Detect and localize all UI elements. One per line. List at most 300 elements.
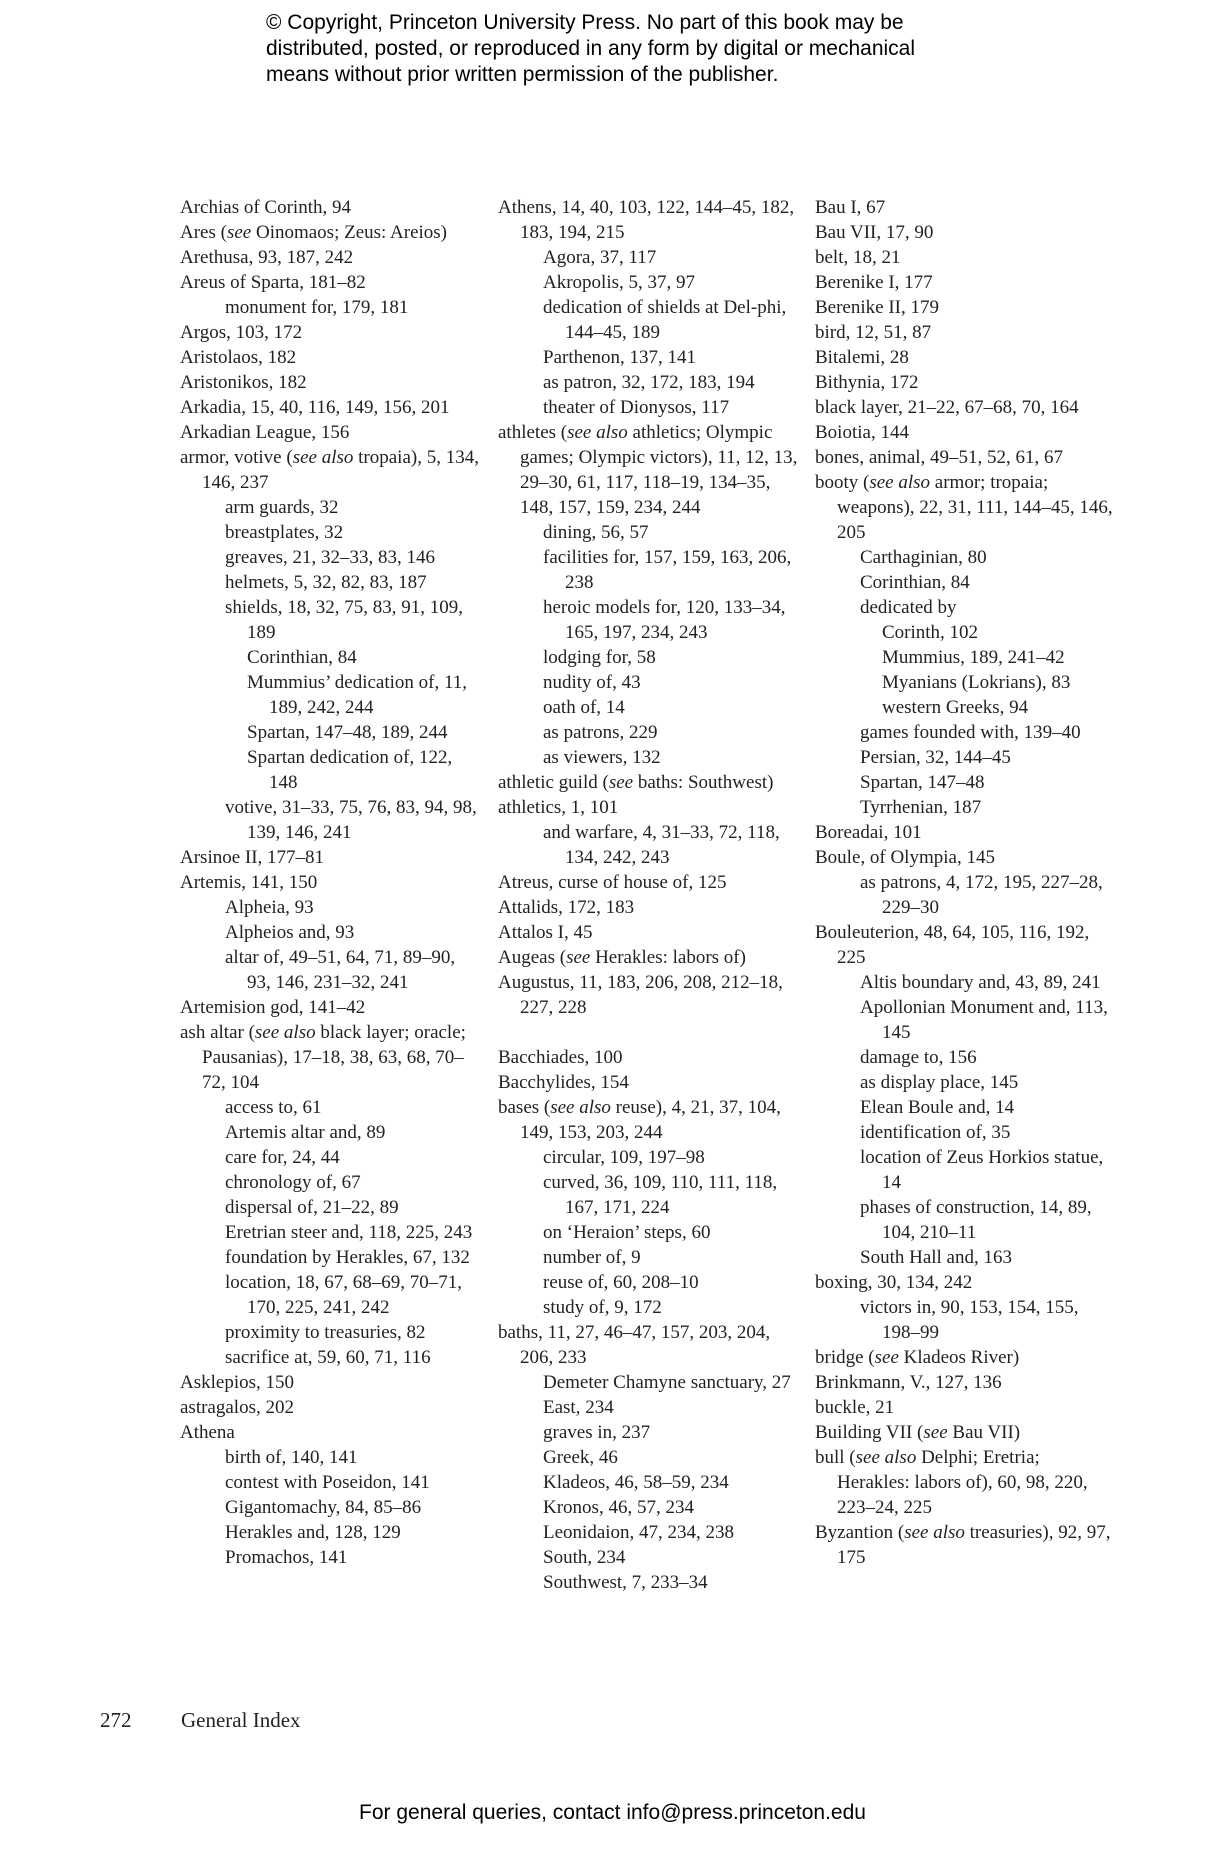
entry-text: Gigantomachy, 84, 85–86 bbox=[225, 1497, 422, 1518]
index-subentry bbox=[180, 295, 480, 320]
entry-text: Arkadia, 15, 40, 116, 149, 156, 201 bbox=[180, 397, 450, 418]
index-entry bbox=[815, 420, 1115, 445]
entry-text: foundation by Herakles, 67, 132 bbox=[225, 1247, 470, 1268]
index-subentry bbox=[498, 1520, 798, 1545]
index-subentry bbox=[498, 695, 798, 720]
entry-text: facilities for, 157, 159, 163, 206, 238 bbox=[543, 547, 792, 593]
entry-text: Parthenon, 137, 141 bbox=[543, 347, 697, 368]
index-subentry bbox=[180, 745, 480, 795]
entry-text: Corinthian, 84 bbox=[247, 647, 357, 668]
entry-text: breastplates, 32 bbox=[225, 522, 344, 543]
entry-text: Bau VII) bbox=[947, 1422, 1021, 1443]
index-subentry bbox=[180, 570, 480, 595]
index-entry bbox=[180, 245, 480, 270]
index-subentry bbox=[180, 1270, 480, 1320]
index-entry bbox=[180, 845, 480, 870]
entry-text: dining, 56, 57 bbox=[543, 522, 649, 543]
index-entry bbox=[180, 1370, 480, 1395]
entry-text: Oinomaos; Zeus: Areios) bbox=[251, 222, 447, 243]
entry-text: Eretrian steer and, 118, 225, 243 bbox=[225, 1222, 473, 1243]
index-subentry bbox=[815, 1120, 1115, 1145]
index-subentry bbox=[180, 1195, 480, 1220]
index-subentry bbox=[180, 595, 480, 645]
entry-text: altar of, 49–51, 64, 71, 89–90, 93, 146, 231–32, 241 bbox=[225, 947, 456, 993]
index-entry bbox=[498, 870, 798, 895]
index-entry bbox=[498, 770, 798, 795]
index-subentry bbox=[815, 1045, 1115, 1070]
index-subentry bbox=[498, 345, 798, 370]
index-entry bbox=[180, 320, 480, 345]
entry-text: Kladeos, 46, 58–59, 234 bbox=[543, 1472, 729, 1493]
entry-text: Bacchiades, 100 bbox=[498, 1047, 623, 1068]
index-subentry bbox=[180, 1245, 480, 1270]
cross-reference-label: see bbox=[566, 947, 591, 968]
index-subentry bbox=[498, 1495, 798, 1520]
entry-text: bones, animal, 49–51, 52, 61, 67 bbox=[815, 447, 1064, 468]
index-entry bbox=[815, 470, 1115, 545]
index-entry bbox=[180, 445, 480, 495]
index-subentry bbox=[180, 1545, 480, 1570]
entry-text: Berenike II, 179 bbox=[815, 297, 939, 318]
index-subentry bbox=[498, 645, 798, 670]
entry-text: belt, 18, 21 bbox=[815, 247, 901, 268]
index-subentry bbox=[815, 1295, 1115, 1345]
entry-text: lodging for, 58 bbox=[543, 647, 656, 668]
index-subentry bbox=[180, 645, 480, 670]
entry-text: Southwest, 7, 233–34 bbox=[543, 1572, 708, 1593]
cross-reference-label: see bbox=[923, 1422, 948, 1443]
letter-section-gap bbox=[498, 1020, 798, 1045]
entry-text: location of Zeus Horkios statue, 14 bbox=[860, 1147, 1104, 1193]
index-subentry bbox=[180, 1520, 480, 1545]
index-entry bbox=[498, 895, 798, 920]
entry-text: Boreadai, 101 bbox=[815, 822, 922, 843]
entry-text: Bouleuterion, 48, 64, 105, 116, 192, 225 bbox=[815, 922, 1090, 968]
entry-text: Kladeos River) bbox=[898, 1347, 1020, 1368]
copyright-line: distributed, posted, or reproduced in any form by digital or mechanical bbox=[266, 37, 916, 60]
index-subentry bbox=[498, 295, 798, 345]
index-subentry bbox=[815, 1245, 1115, 1270]
index-subentry bbox=[498, 820, 798, 870]
index-subentry bbox=[815, 1145, 1115, 1195]
index-entry bbox=[815, 320, 1115, 345]
index-subentry bbox=[498, 1270, 798, 1295]
entry-text: athletics; Olympic games; Olympic victors), 11, 12, 13, 29–30, 61, 117, 118–19, 134–35, 148, 157, 159, 234, 244 bbox=[520, 422, 798, 518]
entry-text: as patron, 32, 172, 183, 194 bbox=[543, 372, 755, 393]
entry-text: Athens, 14, 40, 103, 122, 144–45, 182, 183, 194, 215 bbox=[498, 197, 795, 243]
index-subentry bbox=[498, 270, 798, 295]
index-subentry bbox=[498, 245, 798, 270]
index-subentry bbox=[815, 595, 1115, 620]
entry-text: Berenike I, 177 bbox=[815, 272, 933, 293]
index-subentry bbox=[180, 1320, 480, 1345]
entry-text: Akropolis, 5, 37, 97 bbox=[543, 272, 695, 293]
entry-text: Altis boundary and, 43, 89, 241 bbox=[860, 972, 1101, 993]
index-entry bbox=[815, 1445, 1115, 1520]
entry-text: Corinthian, 84 bbox=[860, 572, 970, 593]
entry-text: identification of, 35 bbox=[860, 1122, 1011, 1143]
index-entry bbox=[498, 1045, 798, 1070]
entry-text: ash altar ( bbox=[180, 1022, 255, 1043]
copyright-line: © Copyright, Princeton University Press. No part of this book may be bbox=[266, 11, 904, 34]
index-entry bbox=[815, 245, 1115, 270]
entry-text: Brinkmann, V., 127, 136 bbox=[815, 1372, 1002, 1393]
entry-text: Building VII ( bbox=[815, 1422, 924, 1443]
entry-text: Bau I, 67 bbox=[815, 197, 886, 218]
index-entry bbox=[815, 920, 1115, 970]
index-entry bbox=[180, 370, 480, 395]
index-subentry bbox=[498, 1445, 798, 1470]
index-subentry bbox=[180, 1095, 480, 1120]
entry-text: Promachos, 141 bbox=[225, 1547, 348, 1568]
index-subentry bbox=[815, 870, 1115, 920]
entry-text: Carthaginian, 80 bbox=[860, 547, 987, 568]
entry-text: armor; tropaia; weapons), 22, 31, 111, 144–45, 146, 205 bbox=[837, 472, 1113, 543]
copyright-line: means without prior written permission of the publisher. bbox=[266, 63, 779, 86]
index-subentry bbox=[815, 1070, 1115, 1095]
entry-text: Elean Boule and, 14 bbox=[860, 1097, 1015, 1118]
entry-text: study of, 9, 172 bbox=[543, 1297, 662, 1318]
entry-text: reuse of, 60, 208–10 bbox=[543, 1272, 699, 1293]
entry-text: Atreus, curse of house of, 125 bbox=[498, 872, 727, 893]
index-subentry bbox=[815, 670, 1115, 695]
index-entry bbox=[498, 920, 798, 945]
index-subentry bbox=[180, 720, 480, 745]
cross-reference-label: see also bbox=[292, 447, 354, 468]
cross-reference-label: see bbox=[874, 1347, 899, 1368]
entry-text: tropaia), 5, 134, 146, 237 bbox=[202, 447, 479, 493]
entry-text: Ares ( bbox=[180, 222, 227, 243]
entry-text: Myanians (Lokrians), 83 bbox=[882, 672, 1071, 693]
index-entry bbox=[180, 195, 480, 220]
index-subentry bbox=[498, 1295, 798, 1320]
index-entry bbox=[180, 995, 480, 1020]
entry-text: circular, 109, 197–98 bbox=[543, 1147, 705, 1168]
entry-text: Asklepios, 150 bbox=[180, 1372, 294, 1393]
index-entry bbox=[815, 395, 1115, 420]
index-entry bbox=[815, 1420, 1115, 1445]
entry-text: Archias of Corinth, 94 bbox=[180, 197, 351, 218]
index-subentry bbox=[815, 1095, 1115, 1120]
index-entry bbox=[180, 870, 480, 895]
index-subentry bbox=[180, 1495, 480, 1520]
cross-reference-label: see also bbox=[855, 1447, 917, 1468]
index-subentry bbox=[498, 1570, 798, 1595]
index-subentry bbox=[180, 520, 480, 545]
entry-text: Herakles and, 128, 129 bbox=[225, 1522, 401, 1543]
entry-text: Boule, of Olympia, 145 bbox=[815, 847, 995, 868]
entry-text: and warfare, 4, 31–33, 72, 118, 134, 242, 243 bbox=[543, 822, 780, 868]
index-subentry bbox=[815, 720, 1115, 745]
entry-text: baths, 11, 27, 46–47, 157, 203, 204, 206, 233 bbox=[498, 1322, 771, 1368]
index-subentry bbox=[498, 395, 798, 420]
index-subentry bbox=[180, 1470, 480, 1495]
index-subentry bbox=[815, 1195, 1115, 1245]
index-column-2 bbox=[498, 195, 798, 1595]
entry-text: Arethusa, 93, 187, 242 bbox=[180, 247, 354, 268]
index-entry bbox=[498, 945, 798, 970]
entry-text: theater of Dionysos, 117 bbox=[543, 397, 730, 418]
index-subentry bbox=[815, 645, 1115, 670]
index-subentry bbox=[498, 1420, 798, 1445]
entry-text: buckle, 21 bbox=[815, 1397, 895, 1418]
entry-text: Artemision god, 141–42 bbox=[180, 997, 366, 1018]
index-subentry bbox=[815, 770, 1115, 795]
index-subentry bbox=[815, 570, 1115, 595]
entry-text: Boiotia, 144 bbox=[815, 422, 909, 443]
entry-text: astragalos, 202 bbox=[180, 1397, 294, 1418]
index-subentry bbox=[180, 670, 480, 720]
entry-text: votive, 31–33, 75, 76, 83, 94, 98, 139, 146, 241 bbox=[225, 797, 477, 843]
entry-text: helmets, 5, 32, 82, 83, 187 bbox=[225, 572, 427, 593]
index-subentry bbox=[180, 545, 480, 570]
entry-text: Artemis altar and, 89 bbox=[225, 1122, 386, 1143]
index-subentry bbox=[180, 920, 480, 945]
index-subentry bbox=[498, 670, 798, 695]
entry-text: Athena bbox=[180, 1422, 235, 1443]
entry-text: Kronos, 46, 57, 234 bbox=[543, 1497, 694, 1518]
index-entry bbox=[815, 845, 1115, 870]
entry-text: East, 234 bbox=[543, 1397, 614, 1418]
entry-text: Persian, 32, 144–45 bbox=[860, 747, 1011, 768]
entry-text: Corinth, 102 bbox=[882, 622, 979, 643]
page-number: 272 bbox=[100, 1708, 132, 1732]
entry-text: Leonidaion, 47, 234, 238 bbox=[543, 1522, 735, 1543]
entry-text: graves in, 237 bbox=[543, 1422, 651, 1443]
entry-text: western Greeks, 94 bbox=[882, 697, 1029, 718]
entry-text: Bitalemi, 28 bbox=[815, 347, 909, 368]
entry-text: chronology of, 67 bbox=[225, 1172, 361, 1193]
entry-text: Alpheia, 93 bbox=[225, 897, 314, 918]
entry-text: athletes ( bbox=[498, 422, 568, 443]
entry-text: South, 234 bbox=[543, 1547, 626, 1568]
entry-text: Aristonikos, 182 bbox=[180, 372, 307, 393]
entry-text: as display place, 145 bbox=[860, 1072, 1019, 1093]
index-subentry bbox=[498, 1220, 798, 1245]
index-entry bbox=[815, 1345, 1115, 1370]
index-subentry bbox=[498, 720, 798, 745]
entry-text: location, 18, 67, 68–69, 70–71, 170, 225, 241, 242 bbox=[225, 1272, 462, 1318]
entry-text: oath of, 14 bbox=[543, 697, 625, 718]
index-entry bbox=[498, 1070, 798, 1095]
index-entry bbox=[815, 445, 1115, 470]
index-entry bbox=[815, 345, 1115, 370]
entry-text: curved, 36, 109, 110, 111, 118, 167, 171, 224 bbox=[543, 1172, 778, 1218]
entry-text: Spartan, 147–48, 189, 244 bbox=[247, 722, 448, 743]
index-subentry bbox=[498, 1245, 798, 1270]
entry-text: boxing, 30, 134, 242 bbox=[815, 1272, 973, 1293]
index-subentry bbox=[498, 370, 798, 395]
entry-text: Argos, 103, 172 bbox=[180, 322, 303, 343]
cross-reference-label: see also bbox=[550, 1097, 611, 1118]
entry-text: Byzantion ( bbox=[815, 1522, 905, 1543]
index-entry bbox=[498, 795, 798, 820]
entry-text: Aristolaos, 182 bbox=[180, 347, 297, 368]
entry-text: booty ( bbox=[815, 472, 870, 493]
entry-text: access to, 61 bbox=[225, 1097, 322, 1118]
index-column-3 bbox=[815, 195, 1115, 1570]
entry-text: Augeas ( bbox=[498, 947, 567, 968]
entry-text: sacrifice at, 59, 60, 71, 116 bbox=[225, 1347, 431, 1368]
index-subentry bbox=[815, 795, 1115, 820]
entry-text: shields, 18, 32, 75, 83, 91, 109, 189 bbox=[225, 597, 464, 643]
entry-text: birth of, 140, 141 bbox=[225, 1447, 358, 1468]
entry-text: armor, votive ( bbox=[180, 447, 293, 468]
index-subentry bbox=[180, 495, 480, 520]
cross-reference-label: see also bbox=[904, 1522, 965, 1543]
index-subentry bbox=[180, 945, 480, 995]
entry-text: Artemis, 141, 150 bbox=[180, 872, 318, 893]
entry-text: Areus of Sparta, 181–82 bbox=[180, 272, 366, 293]
index-entry bbox=[815, 270, 1115, 295]
entry-text: Augustus, 11, 183, 206, 208, 212–18, 227, 228 bbox=[498, 972, 783, 1018]
entry-text: Agora, 37, 117 bbox=[543, 247, 657, 268]
entry-text: Bau VII, 17, 90 bbox=[815, 222, 934, 243]
cross-reference-label: see bbox=[226, 222, 252, 243]
footer-contact: For general queries, contact info@press.princeton.edu bbox=[359, 1801, 866, 1824]
entry-text: Spartan dedication of, 122, 148 bbox=[247, 747, 453, 793]
entry-text: Delphi; Eretria; Herakles: labors of), 60, 98, 220, 223–24, 225 bbox=[837, 1447, 1088, 1518]
index-subentry bbox=[498, 1470, 798, 1495]
entry-text: phases of construction, 14, 89, 104, 210–11 bbox=[860, 1197, 1092, 1243]
entry-text: as viewers, 132 bbox=[543, 747, 661, 768]
index-entry bbox=[815, 295, 1115, 320]
entry-text: Attalos I, 45 bbox=[498, 922, 593, 943]
entry-text: dedicated by bbox=[860, 597, 957, 618]
index-entry bbox=[180, 1020, 480, 1095]
entry-text: Greek, 46 bbox=[543, 1447, 618, 1468]
entry-text: dispersal of, 21–22, 89 bbox=[225, 1197, 399, 1218]
index-entry bbox=[180, 345, 480, 370]
index-subentry bbox=[815, 695, 1115, 720]
entry-text: Mummius’ dedication of, 11, 189, 242, 244 bbox=[247, 672, 468, 718]
index-subentry bbox=[180, 895, 480, 920]
index-subentry bbox=[180, 1145, 480, 1170]
index-subentry bbox=[180, 1445, 480, 1470]
entry-text: contest with Poseidon, 141 bbox=[225, 1472, 430, 1493]
index-entry bbox=[498, 1095, 798, 1145]
entry-text: on ‘Heraion’ steps, 60 bbox=[543, 1222, 711, 1243]
index-entry bbox=[498, 970, 798, 1020]
index-subentry bbox=[498, 545, 798, 595]
entry-text: athletics, 1, 101 bbox=[498, 797, 619, 818]
entry-text: bird, 12, 51, 87 bbox=[815, 322, 932, 343]
cross-reference-label: see also bbox=[567, 422, 628, 443]
entry-text: greaves, 21, 32–33, 83, 146 bbox=[225, 547, 436, 568]
entry-text: Attalids, 172, 183 bbox=[498, 897, 635, 918]
entry-text: reuse), 4, 21, 37, 104, 149, 153, 203, 244 bbox=[520, 1097, 781, 1143]
index-entry bbox=[498, 1320, 798, 1370]
entry-text: Herakles: labors of) bbox=[590, 947, 746, 968]
entry-text: number of, 9 bbox=[543, 1247, 641, 1268]
index-entry bbox=[180, 420, 480, 445]
copyright-notice bbox=[266, 10, 1026, 88]
index-entry bbox=[815, 370, 1115, 395]
index-subentry bbox=[498, 1545, 798, 1570]
entry-text: monument for, 179, 181 bbox=[225, 297, 409, 318]
entry-text: Bithynia, 172 bbox=[815, 372, 919, 393]
index-subentry bbox=[498, 1145, 798, 1170]
entry-text: bases ( bbox=[498, 1097, 551, 1118]
entry-text: care for, 24, 44 bbox=[225, 1147, 340, 1168]
entry-text: Mummius, 189, 241–42 bbox=[882, 647, 1065, 668]
index-subentry bbox=[815, 970, 1115, 995]
index-column-1 bbox=[180, 195, 480, 1570]
index-entry bbox=[180, 1420, 480, 1445]
index-entry bbox=[815, 820, 1115, 845]
index-subentry bbox=[180, 1345, 480, 1370]
entry-text: Spartan, 147–48 bbox=[860, 772, 985, 793]
entry-text: as patrons, 4, 172, 195, 227–28, 229–30 bbox=[860, 872, 1103, 918]
index-entry bbox=[180, 1395, 480, 1420]
index-subentry bbox=[498, 1370, 798, 1395]
index-entry bbox=[180, 270, 480, 295]
entry-text: Alpheios and, 93 bbox=[225, 922, 355, 943]
index-subentry bbox=[815, 995, 1115, 1045]
entry-text: arm guards, 32 bbox=[225, 497, 339, 518]
entry-text: baths: Southwest) bbox=[633, 772, 774, 793]
index-entry bbox=[815, 1370, 1115, 1395]
index-subentry bbox=[498, 1395, 798, 1420]
index-entry bbox=[180, 220, 480, 245]
entry-text: treasuries), 92, 97, 175 bbox=[837, 1522, 1111, 1568]
entry-text: black layer, 21–22, 67–68, 70, 164 bbox=[815, 397, 1079, 418]
index-subentry bbox=[815, 745, 1115, 770]
entry-text: South Hall and, 163 bbox=[860, 1247, 1012, 1268]
entry-text: Arkadian League, 156 bbox=[180, 422, 350, 443]
index-subentry bbox=[815, 620, 1115, 645]
entry-text: black layer; oracle; Pausanias), 17–18, 38, 63, 68, 70–72, 104 bbox=[202, 1022, 466, 1093]
index-subentry bbox=[498, 745, 798, 770]
index-entry bbox=[498, 420, 798, 520]
index-entry bbox=[815, 220, 1115, 245]
entry-text: Bacchylides, 154 bbox=[498, 1072, 629, 1093]
index-subentry bbox=[498, 520, 798, 545]
entry-text: as patrons, 229 bbox=[543, 722, 658, 743]
entry-text: Demeter Chamyne sanctuary, 27 bbox=[543, 1372, 791, 1393]
entry-text: victors in, 90, 153, 154, 155, 198–99 bbox=[860, 1297, 1079, 1343]
entry-text: Arsinoe II, 177–81 bbox=[180, 847, 325, 868]
entry-text: Tyrrhenian, 187 bbox=[860, 797, 982, 818]
index-subentry bbox=[180, 1220, 480, 1245]
entry-text: proximity to treasuries, 82 bbox=[225, 1322, 426, 1343]
index-subentry bbox=[498, 595, 798, 645]
index-entry bbox=[815, 195, 1115, 220]
entry-text: bull ( bbox=[815, 1447, 856, 1468]
entry-text: dedication of shields at Del-phi, 144–45, 189 bbox=[543, 297, 787, 343]
index-subentry bbox=[180, 1120, 480, 1145]
index-subentry bbox=[180, 1170, 480, 1195]
cross-reference-label: see also bbox=[869, 472, 931, 493]
index-subentry bbox=[815, 545, 1115, 570]
cross-reference-label: see bbox=[608, 772, 634, 793]
entry-text: nudity of, 43 bbox=[543, 672, 641, 693]
entry-text: damage to, 156 bbox=[860, 1047, 977, 1068]
index-subentry bbox=[498, 1170, 798, 1220]
index-entry bbox=[498, 195, 798, 245]
running-head: General Index bbox=[181, 1708, 301, 1732]
entry-text: bridge ( bbox=[815, 1347, 875, 1368]
entry-text: Apollonian Monument and, 113, 145 bbox=[860, 997, 1108, 1043]
index-entry bbox=[815, 1270, 1115, 1295]
entry-text: games founded with, 139–40 bbox=[860, 722, 1081, 743]
entry-text: heroic models for, 120, 133–34, 165, 197, 234, 243 bbox=[543, 597, 786, 643]
entry-text: athletic guild ( bbox=[498, 772, 609, 793]
index-entry bbox=[815, 1395, 1115, 1420]
index-subentry bbox=[180, 795, 480, 845]
index-entry bbox=[180, 395, 480, 420]
index-entry bbox=[815, 1520, 1115, 1570]
